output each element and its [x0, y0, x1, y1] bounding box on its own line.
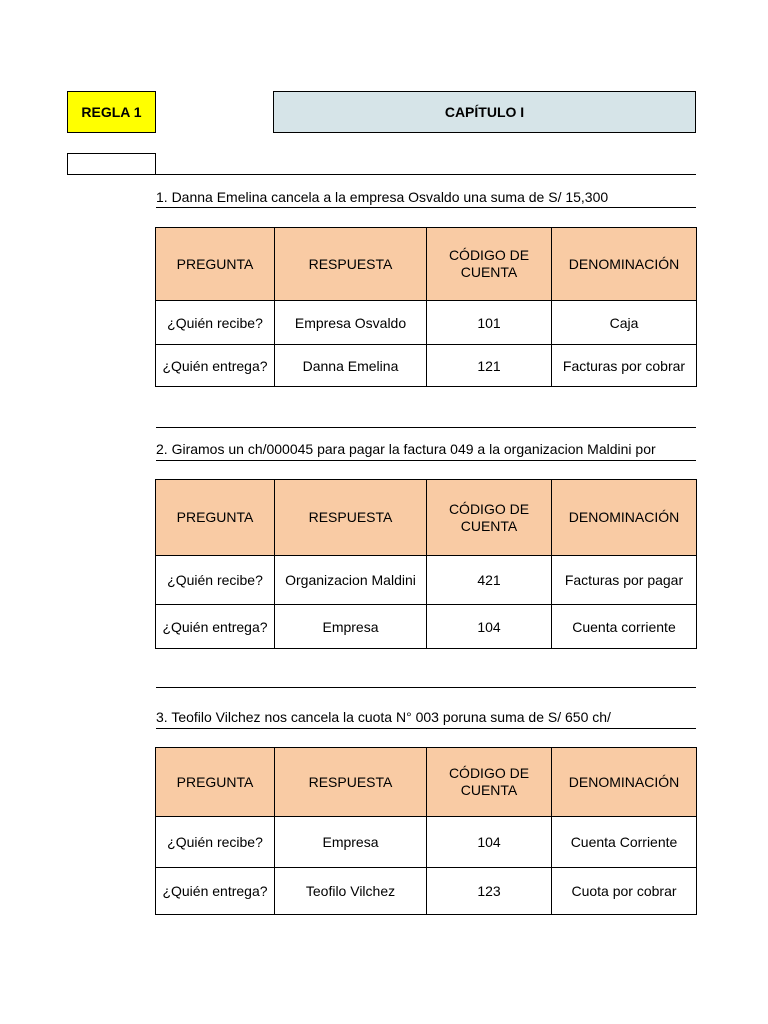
cell-pregunta: ¿Quién entrega? — [156, 605, 275, 649]
table-header-row — [156, 480, 697, 556]
divider-line — [156, 687, 696, 688]
statement-3: 3. Teofilo Vilchez nos cancela la cuota N° 003 poruna suma de S/ 650 ch/ — [156, 709, 611, 725]
header-codigo: CÓDIGO DE CUENTA — [427, 228, 552, 301]
table-row — [156, 817, 697, 868]
table-row — [156, 868, 697, 915]
account-table-2 — [155, 479, 697, 649]
header-codigo: CÓDIGO DE CUENTA — [427, 480, 552, 556]
header-denominacion: DENOMINACIÓN — [552, 480, 697, 556]
cell-respuesta: Danna Emelina — [275, 345, 427, 387]
cell-respuesta: Empresa Osvaldo — [275, 301, 427, 345]
cell-denominacion: Facturas por pagar — [552, 556, 697, 605]
cell-respuesta: Empresa — [275, 605, 427, 649]
cell-denominacion: Cuota por cobrar — [552, 868, 697, 915]
table-row — [156, 605, 697, 649]
divider-line — [156, 728, 696, 729]
cell-pregunta: ¿Quién entrega? — [156, 345, 275, 387]
divider-line — [156, 207, 696, 208]
header-respuesta: RESPUESTA — [275, 480, 427, 556]
cell-denominacion: Cuenta Corriente — [552, 817, 697, 868]
header-pregunta: PREGUNTA — [156, 480, 275, 556]
cell-pregunta: ¿Quién recibe? — [156, 301, 275, 345]
header-respuesta: RESPUESTA — [275, 228, 427, 301]
statement-2: 2. Giramos un ch/000045 para pagar la factura 049 a la organizacion Maldini por — [156, 441, 656, 457]
table-header-row — [156, 228, 697, 301]
table-row — [156, 345, 697, 387]
divider-line — [156, 174, 696, 175]
regla-label: REGLA 1 — [67, 91, 156, 133]
cell-codigo: 104 — [427, 605, 552, 649]
cell-denominacion: Facturas por cobrar — [552, 345, 697, 387]
cell-pregunta: ¿Quién recibe? — [156, 817, 275, 868]
chapter-title: CAPÍTULO I — [273, 91, 696, 133]
empty-cell — [67, 153, 156, 175]
cell-codigo: 121 — [427, 345, 552, 387]
cell-respuesta: Teofilo Vilchez — [275, 868, 427, 915]
statement-1: 1. Danna Emelina cancela a la empresa Osvaldo una suma de S/ 15,300 — [156, 189, 609, 205]
header-pregunta: PREGUNTA — [156, 748, 275, 817]
table-header-row — [156, 748, 697, 817]
cell-codigo: 421 — [427, 556, 552, 605]
account-table-1 — [155, 227, 697, 387]
table-row — [156, 301, 697, 345]
account-table-3 — [155, 747, 697, 915]
cell-codigo: 104 — [427, 817, 552, 868]
cell-pregunta: ¿Quién recibe? — [156, 556, 275, 605]
cell-respuesta: Empresa — [275, 817, 427, 868]
cell-pregunta: ¿Quién entrega? — [156, 868, 275, 915]
divider-line — [156, 427, 696, 428]
header-denominacion: DENOMINACIÓN — [552, 748, 697, 817]
cell-codigo: 101 — [427, 301, 552, 345]
cell-codigo: 123 — [427, 868, 552, 915]
table-row — [156, 556, 697, 605]
cell-denominacion: Cuenta corriente — [552, 605, 697, 649]
header-respuesta: RESPUESTA — [275, 748, 427, 817]
header-pregunta: PREGUNTA — [156, 228, 275, 301]
header-codigo: CÓDIGO DE CUENTA — [427, 748, 552, 817]
divider-line — [156, 460, 696, 461]
cell-respuesta: Organizacion Maldini — [275, 556, 427, 605]
header-denominacion: DENOMINACIÓN — [552, 228, 697, 301]
cell-denominacion: Caja — [552, 301, 697, 345]
